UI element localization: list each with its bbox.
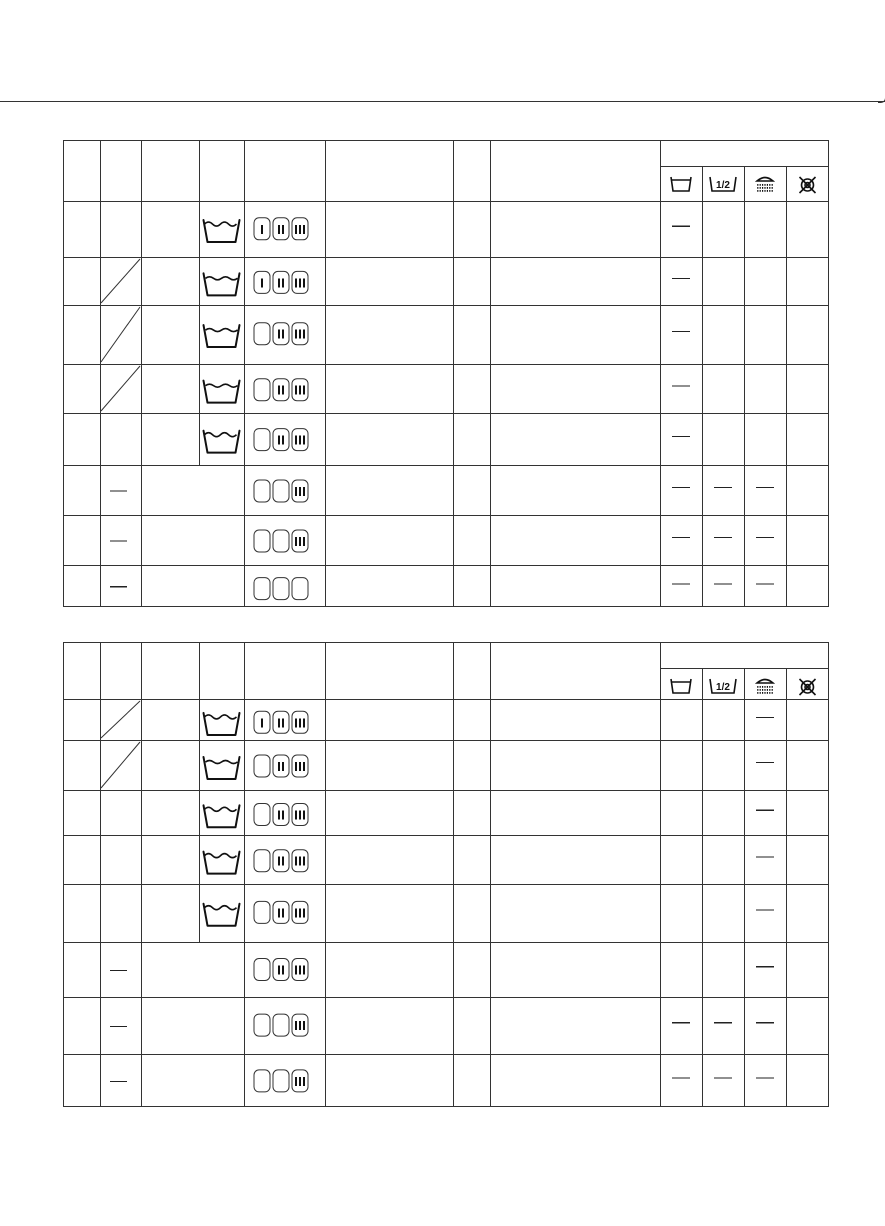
shower-drop	[769, 689, 770, 691]
tub-water-wave	[205, 854, 237, 858]
tub-water-wave	[206, 277, 238, 280]
tub-icon	[671, 177, 691, 191]
tub-water-wave	[205, 433, 237, 437]
shower-icon	[757, 178, 773, 182]
detergent-compartment-1	[254, 480, 270, 502]
shower-drop	[757, 686, 758, 688]
top-rule	[0, 101, 885, 102]
shower-drop	[757, 689, 758, 691]
table-row	[204, 218, 691, 242]
table-row	[110, 530, 774, 552]
tub-water-wave	[206, 761, 238, 764]
diagonal-mark	[101, 701, 140, 738]
detergent-compartment-1	[254, 755, 270, 777]
shower-drop	[769, 686, 770, 688]
shower-drop	[772, 187, 773, 189]
detergent-compartment-2	[273, 901, 289, 923]
shower-drop	[772, 184, 773, 186]
shower-drop	[762, 184, 763, 186]
detergent-compartment-2	[273, 804, 289, 826]
shower-drop	[760, 692, 761, 694]
detergent-compartment-2	[273, 755, 289, 777]
shower-drop	[769, 184, 770, 186]
shower-drop	[762, 692, 763, 694]
shower-icon	[757, 680, 773, 684]
shower-drop	[762, 187, 763, 189]
tub-water-wave	[206, 384, 238, 387]
shower-drop	[760, 689, 761, 691]
shower-drop	[769, 692, 770, 694]
table-row	[204, 804, 775, 828]
detergent-compartment-1	[254, 1070, 270, 1092]
half-load-label: 1/2	[716, 180, 730, 191]
table-row	[110, 959, 774, 981]
shower-drop	[760, 187, 761, 189]
shower-drop	[764, 686, 765, 688]
tub-water-wave	[205, 222, 237, 226]
detergent-compartment-2	[273, 429, 289, 451]
table-row	[204, 429, 691, 453]
table-row	[101, 259, 690, 303]
shower-drop	[772, 686, 773, 688]
shower-drop	[772, 692, 773, 694]
table-row	[204, 850, 775, 874]
shower-drop	[760, 686, 761, 688]
detergent-compartment-1	[254, 959, 270, 981]
shower-drop	[764, 187, 765, 189]
table-row	[110, 1070, 774, 1092]
shower-drop	[764, 689, 765, 691]
table-row	[101, 701, 774, 738]
tub-water-wave	[205, 715, 237, 719]
diagonal-mark	[101, 742, 140, 788]
detergent-compartment-2	[273, 850, 289, 872]
wash-program-table-1	[63, 140, 829, 607]
shower-drop	[767, 692, 768, 694]
tub-water-wave	[205, 906, 237, 910]
detergent-compartment-1	[254, 578, 270, 600]
detergent-compartment-1	[254, 1014, 270, 1036]
detergent-compartment-2	[273, 959, 289, 981]
shower-drop	[767, 190, 768, 192]
detergent-compartment-1	[254, 530, 270, 552]
shower-drop	[769, 187, 770, 189]
detergent-compartment-2	[273, 271, 289, 293]
wash-program-table-2	[63, 642, 829, 1107]
detergent-compartment-1	[254, 850, 270, 872]
shower-drop	[764, 184, 765, 186]
shower-drop	[767, 187, 768, 189]
wash-program-grid-2	[63, 642, 829, 1107]
detergent-compartment-3	[292, 578, 308, 600]
detergent-compartment-2	[273, 480, 289, 502]
shower-drop	[757, 190, 758, 192]
table-row	[101, 307, 690, 362]
detergent-compartment-2	[273, 530, 289, 552]
shower-drop	[767, 686, 768, 688]
tub-water-wave	[205, 807, 237, 811]
detergent-compartment-2	[273, 578, 289, 600]
shower-drop	[767, 184, 768, 186]
shower-drop	[762, 689, 763, 691]
detergent-compartment-1	[254, 379, 270, 401]
shower-drop	[762, 190, 763, 192]
table-row	[110, 578, 774, 600]
shower-drop	[772, 190, 773, 192]
detergent-compartment-2	[273, 218, 289, 240]
detergent-compartment-1	[254, 804, 270, 826]
table-row	[110, 480, 774, 502]
detergent-compartment-2	[273, 323, 289, 345]
shower-drop	[757, 184, 758, 186]
shower-drop	[769, 190, 770, 192]
detergent-compartment-2	[273, 1070, 289, 1092]
wash-program-grid-1	[63, 140, 829, 607]
shower-drop	[764, 692, 765, 694]
detergent-compartment-2	[273, 379, 289, 401]
detergent-compartment-1	[254, 429, 270, 451]
half-load-label: 1/2	[716, 682, 730, 693]
shower-drop	[764, 190, 765, 192]
table-row	[110, 1014, 774, 1036]
detergent-compartment-1	[254, 901, 270, 923]
diagonal-mark	[101, 307, 140, 362]
shower-drop	[757, 187, 758, 189]
shower-drop	[767, 689, 768, 691]
shower-drop	[757, 692, 758, 694]
tub-icon	[671, 679, 691, 693]
table-row	[204, 901, 775, 925]
detergent-compartment-2	[273, 711, 289, 733]
diagonal-mark	[101, 366, 140, 411]
shower-drop	[762, 686, 763, 688]
top-rule-corner	[878, 98, 885, 103]
table-row	[101, 366, 690, 411]
diagonal-mark	[101, 259, 140, 303]
shower-drop	[772, 689, 773, 691]
shower-drop	[760, 190, 761, 192]
tub-water-wave	[206, 329, 238, 332]
shower-drop	[760, 184, 761, 186]
table-row	[101, 742, 774, 788]
detergent-compartment-2	[273, 1014, 289, 1036]
detergent-compartment-1	[254, 323, 270, 345]
